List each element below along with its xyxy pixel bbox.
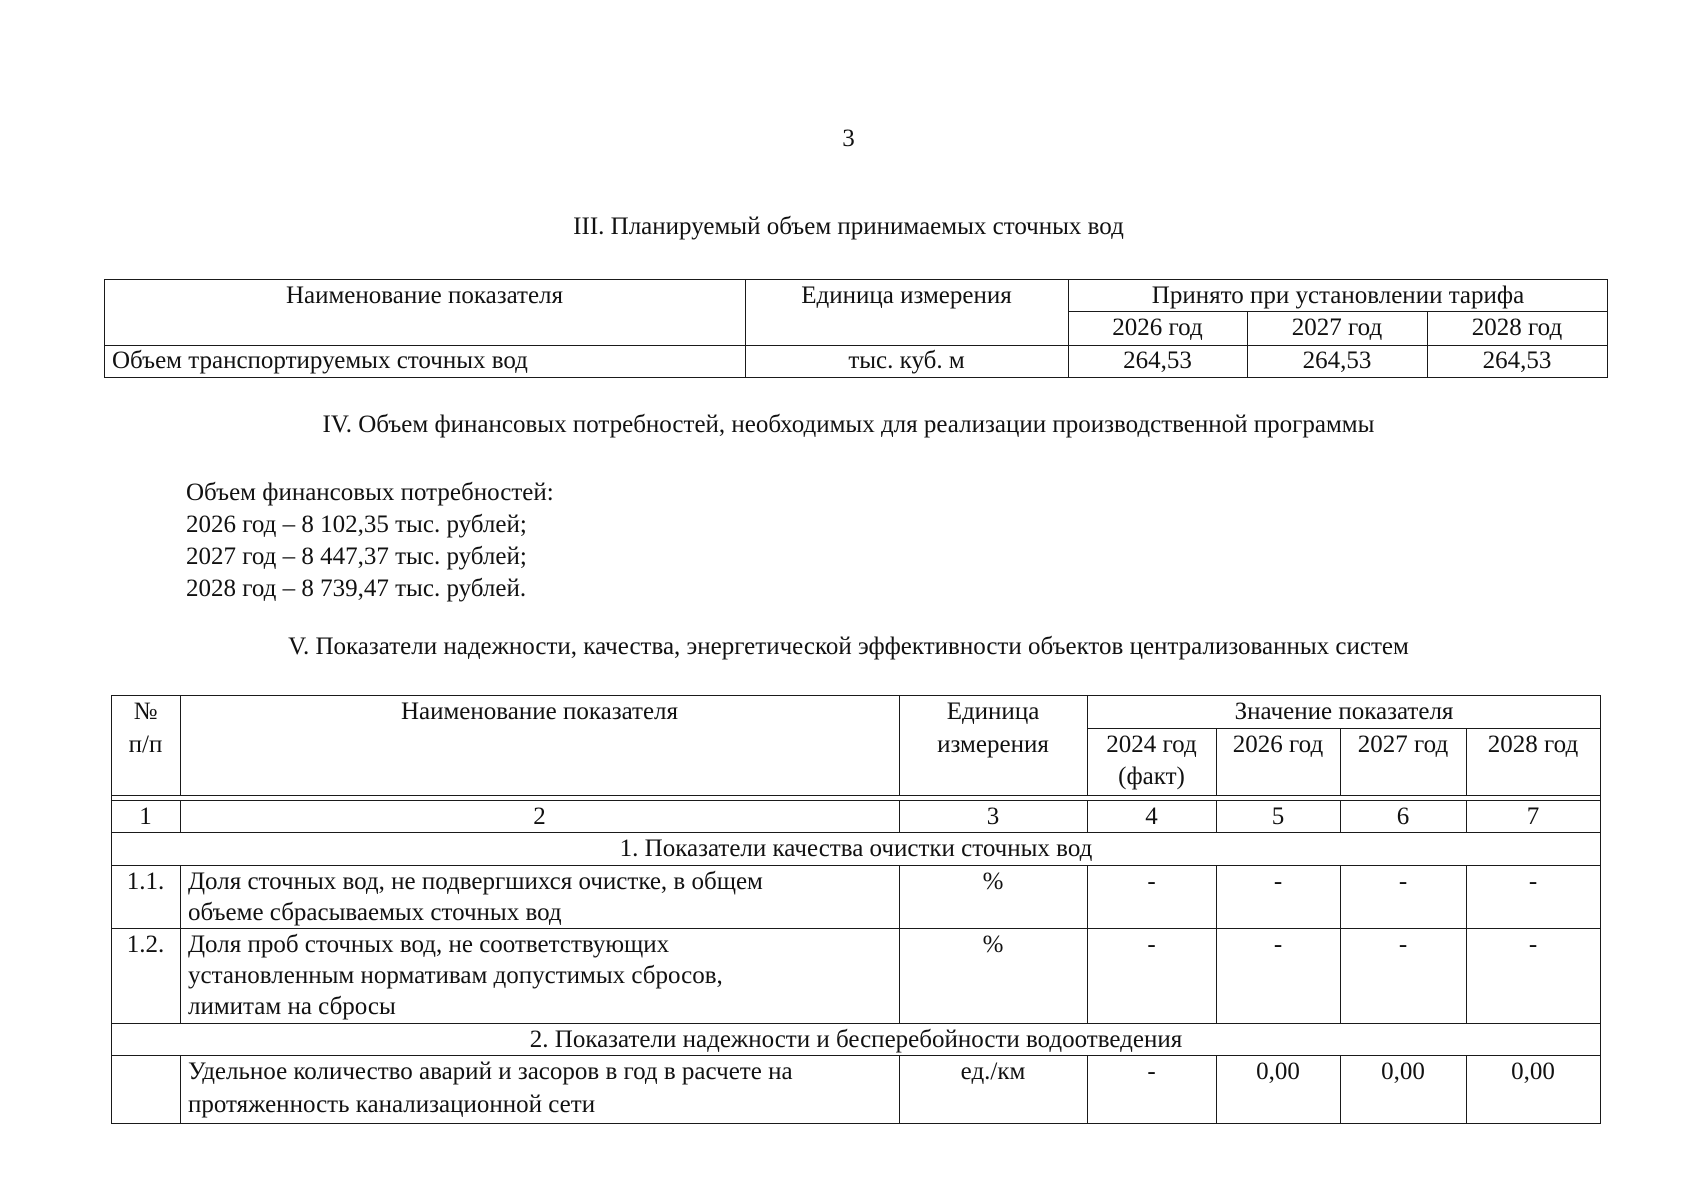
t2-col-number-1: 1 — [139, 803, 152, 830]
t2-row-2-1-name-line-1: Удельное количество аварий и засоров в год в расчете на — [188, 1058, 793, 1085]
t1-row-name: Объем транспортируемых сточных вод — [112, 347, 528, 374]
financial-needs-2026: 2026 год – 8 102,35 тыс. рублей; — [186, 511, 527, 538]
t2-row-1-2-value-2028: - — [1528, 931, 1538, 958]
t2-row-1-2-value-2024: - — [1147, 931, 1156, 958]
t2-header-num-2: п/п — [128, 731, 163, 758]
t2-row-1-2-unit: % — [982, 931, 1004, 958]
t2-row-1-2-name-line-1: Доля проб сточных вод, не соответствующих — [188, 931, 670, 958]
t2-header-value: Значение показателя — [1234, 698, 1454, 725]
t2-row-1-1-unit: % — [982, 868, 1004, 895]
t2-row-2-1-value-2027: 0,00 — [1381, 1058, 1425, 1085]
t2-row-1-1-value-2028: - — [1528, 868, 1538, 895]
page-number: 3 — [842, 125, 855, 152]
t2-header-unit-2: измерения — [937, 731, 1049, 758]
section-5-title: V. Показатели надежности, качества, энергетической эффективности объектов централизованных систем — [288, 633, 1409, 660]
t2-header-year-2024-fact: (факт) — [1118, 763, 1185, 790]
t2-header-year-2024: 2024 год — [1106, 731, 1197, 758]
t2-row-1-2-value-2026: - — [1273, 931, 1283, 958]
t1-row-value-2028: 264,53 — [1482, 347, 1552, 374]
t1-row-value-2026: 264,53 — [1123, 347, 1192, 374]
t2-col-number-7: 7 — [1526, 803, 1540, 830]
t2-row-2-1-value-2024: - — [1147, 1058, 1156, 1085]
t2-group-1-title: 1. Показатели качества очистки сточных вод — [619, 835, 1093, 862]
t2-header-unit-1: Единица — [946, 698, 1040, 725]
t2-row-2-1-unit: ед./км — [960, 1058, 1026, 1085]
t2-row-2-1-name-line-2: протяженность канализационной сети — [188, 1091, 596, 1118]
t2-col-number-3: 3 — [986, 803, 1000, 830]
t2-row-1-2-value-2027: - — [1398, 931, 1408, 958]
t2-col-number-4: 4 — [1145, 803, 1158, 830]
t2-row-1-2-name-line-2: установленным нормативам допустимых сбросов, — [188, 962, 723, 989]
t2-col-number-6: 6 — [1396, 803, 1410, 830]
t2-col-number-2: 2 — [533, 803, 546, 830]
t1-row-unit: тыс. куб. м — [848, 347, 965, 374]
t2-row-1-2-num: 1.2. — [126, 931, 165, 958]
t1-header-accepted: Принято при установлении тарифа — [1151, 282, 1525, 309]
t2-header-year-2026: 2026 год — [1232, 731, 1324, 758]
t2-header-name: Наименование показателя — [400, 698, 679, 725]
section-4-title: IV. Объем финансовых потребностей, необходимых для реализации производственной программы — [322, 411, 1375, 438]
t2-row-1-1-name-line-2: объеме сбрасываемых сточных вод — [188, 899, 562, 926]
financial-needs-2027: 2027 год – 8 447,37 тыс. рублей; — [186, 543, 527, 570]
t2-row-1-2-name-line-3: лимитам на сбросы — [188, 993, 396, 1020]
t1-header-name: Наименование показателя — [285, 282, 564, 309]
t1-header-year-2028: 2028 год — [1471, 314, 1563, 341]
t2-header-year-2027: 2027 год — [1357, 731, 1449, 758]
t2-row-1-1-name-line-1: Доля сточных вод, не подвергшихся очистке, в общем — [188, 868, 763, 895]
t2-row-1-1-num: 1.1. — [126, 868, 165, 895]
t1-header-year-2027: 2027 год — [1291, 314, 1383, 341]
t2-header-num-1: № — [133, 698, 158, 725]
t1-header-unit: Единица измерения — [801, 282, 1012, 309]
t2-group-2-title: 2. Показатели надежности и бесперебойности водоотведения — [529, 1026, 1183, 1053]
financial-needs-intro: Объем финансовых потребностей: — [186, 479, 554, 506]
t2-row-2-1-value-2026: 0,00 — [1256, 1058, 1300, 1085]
t1-header-year-2026: 2026 год — [1112, 314, 1203, 341]
t2-row-1-1-value-2027: - — [1398, 868, 1408, 895]
t2-col-number-5: 5 — [1271, 803, 1285, 830]
t2-row-1-1-value-2026: - — [1273, 868, 1283, 895]
t2-row-2-1-value-2028: 0,00 — [1511, 1058, 1555, 1085]
section-3-title: III. Планируемый объем принимаемых сточных вод — [573, 213, 1124, 240]
financial-needs-2028: 2028 год – 8 739,47 тыс. рублей. — [186, 575, 527, 602]
t2-header-year-2028: 2028 год — [1487, 731, 1579, 758]
t1-row-value-2027: 264,53 — [1302, 347, 1372, 374]
t2-row-1-1-value-2024: - — [1147, 868, 1156, 895]
